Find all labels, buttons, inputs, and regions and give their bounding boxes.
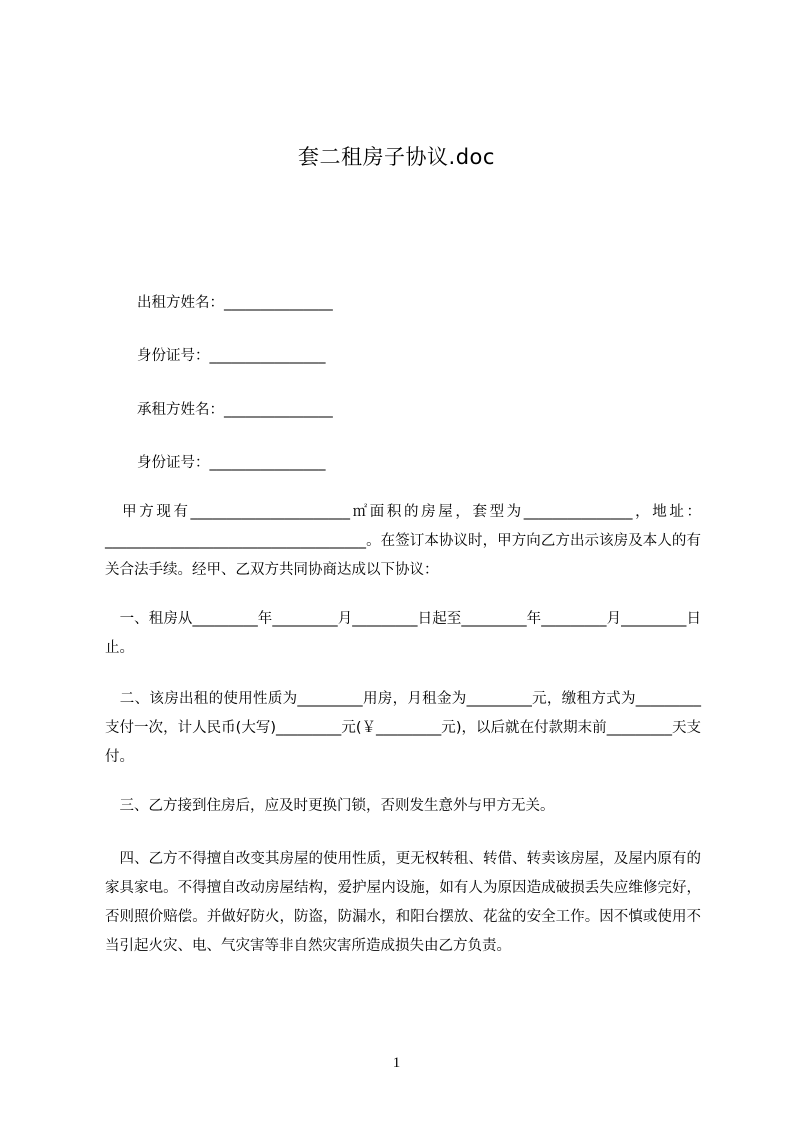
paragraph-clause-1: 一、租房从_________年_________月_________日起至_________年_________月_________日止。 [105,611,701,656]
document-title: 套二租房子协议.doc [298,145,495,169]
paragraph-clause-3: 三、乙方接到住房后，应及时更换门锁，否则发生意外与甲方无关。 [105,798,555,814]
page-number: 1 [392,1055,401,1071]
paragraph-clause-2: 二、该房出租的使用性质为_________用房，月租金为_________元，缴租方式为_________支付一次，计人民币(大写)_________元(￥_________元)，以后就在付款期末前_________天支付。 [105,691,701,765]
paragraph-property: 甲方现有______________________㎡面积的房屋，套型为_______________，地址：____________________________________。在签订本协议时，甲方向乙方出示该房及本人的有关合法手续。经甲、乙双方共同协商达成以下协议： [105,504,701,578]
tenant-id-field: 身份证号：________________ [137,455,326,471]
landlord-name-field: 出租方姓名：_______________ [137,295,333,311]
landlord-id-field: 身份证号：________________ [137,348,326,364]
tenant-name-field: 承租方姓名：_______________ [137,402,333,418]
paragraph-clause-4: 四、乙方不得擅自改变其房屋的使用性质，更无权转租、转借、转卖该房屋，及屋内原有的家具家电。不得擅自改动房屋结构，爱护屋内设施，如有人为原因造成破损丢失应维修完好，否则照价赔偿。并做好防火，防盗，防漏水，和阳台摆放、花盆的安全工作。因不慎或使用不当引起火灾、电、气灾害等非自然灾害所造成损失由乙方负责。 [105,851,701,954]
